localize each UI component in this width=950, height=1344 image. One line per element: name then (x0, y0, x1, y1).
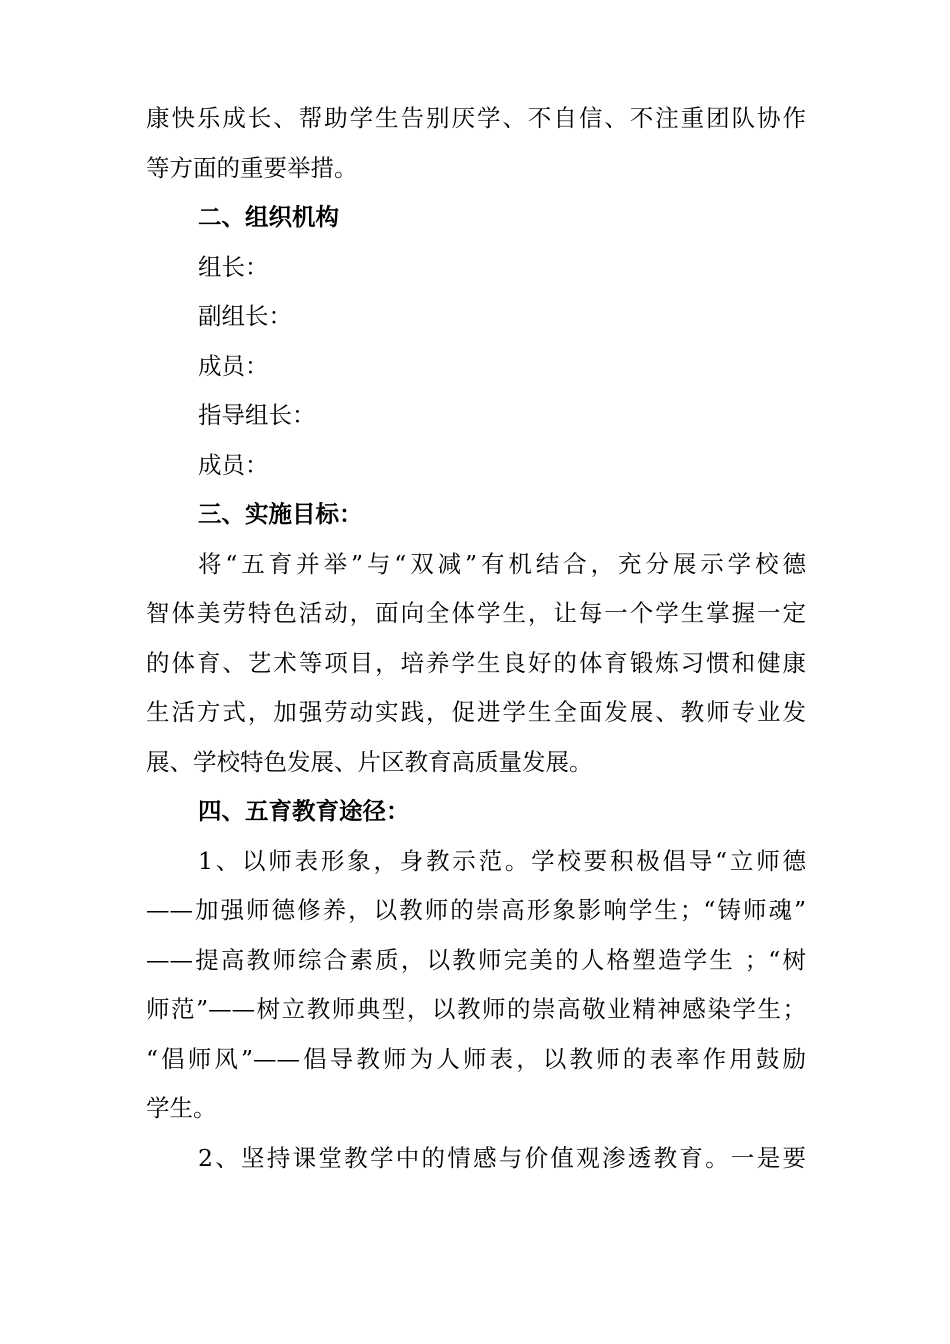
body-text-line: ——加强师德修养，以教师的崇高形象影响学生；“铸师魂” (146, 896, 806, 924)
body-text-line: 学生。 (146, 1094, 217, 1122)
section-heading-goals: 三、实施目标： (198, 500, 363, 528)
section-heading-approaches: 四、五育教育途径： (198, 797, 410, 825)
body-text-line: 将“五育并举”与“双减”有机结合，充分展示学校德 (198, 549, 806, 578)
body-text-line: ——提高教师综合素质，以教师完美的人格塑造学生 ；“树 (146, 945, 806, 974)
body-text-line: 生活方式，加强劳动实践，促进学生全面发展、教师专业发 (146, 698, 806, 726)
org-leader-label: 组长： (198, 252, 269, 281)
body-text-line: 智体美劳特色活动，面向全体学生，让每一个学生掌握一定 (146, 599, 806, 627)
body-text-line: 等方面的重要举措。 (146, 153, 358, 182)
org-guide-leader-label: 指导组长： (198, 401, 316, 429)
body-text-line: 的体育、艺术等项目，培养学生良好的体育锻炼习惯和健康 (146, 648, 806, 677)
org-guide-members-label: 成员： (198, 450, 269, 479)
body-text-line: 2、坚持课堂教学中的情感与价值观渗透教育。一是要 (198, 1143, 806, 1172)
body-text-line: “倡师风”——倡导教师为人师表，以教师的表率作用鼓励 (146, 1044, 806, 1073)
body-text-line: 1、以师表形象，身教示范。学校要积极倡导“立师德 (198, 846, 806, 875)
body-text-line: 康快乐成长、帮助学生告别厌学、不自信、不注重团队协作 (146, 104, 806, 132)
document-page (146, 94, 806, 1183)
body-text-line: 师范”——树立教师典型，以教师的崇高敬业精神感染学生； (146, 995, 806, 1023)
section-heading-organization: 二、组织机构 (198, 203, 339, 231)
body-text-line: 展、学校特色发展、片区教育高质量发展。 (146, 747, 593, 776)
org-vice-leader-label: 副组长： (198, 302, 292, 330)
org-members-label: 成员： (198, 351, 269, 380)
